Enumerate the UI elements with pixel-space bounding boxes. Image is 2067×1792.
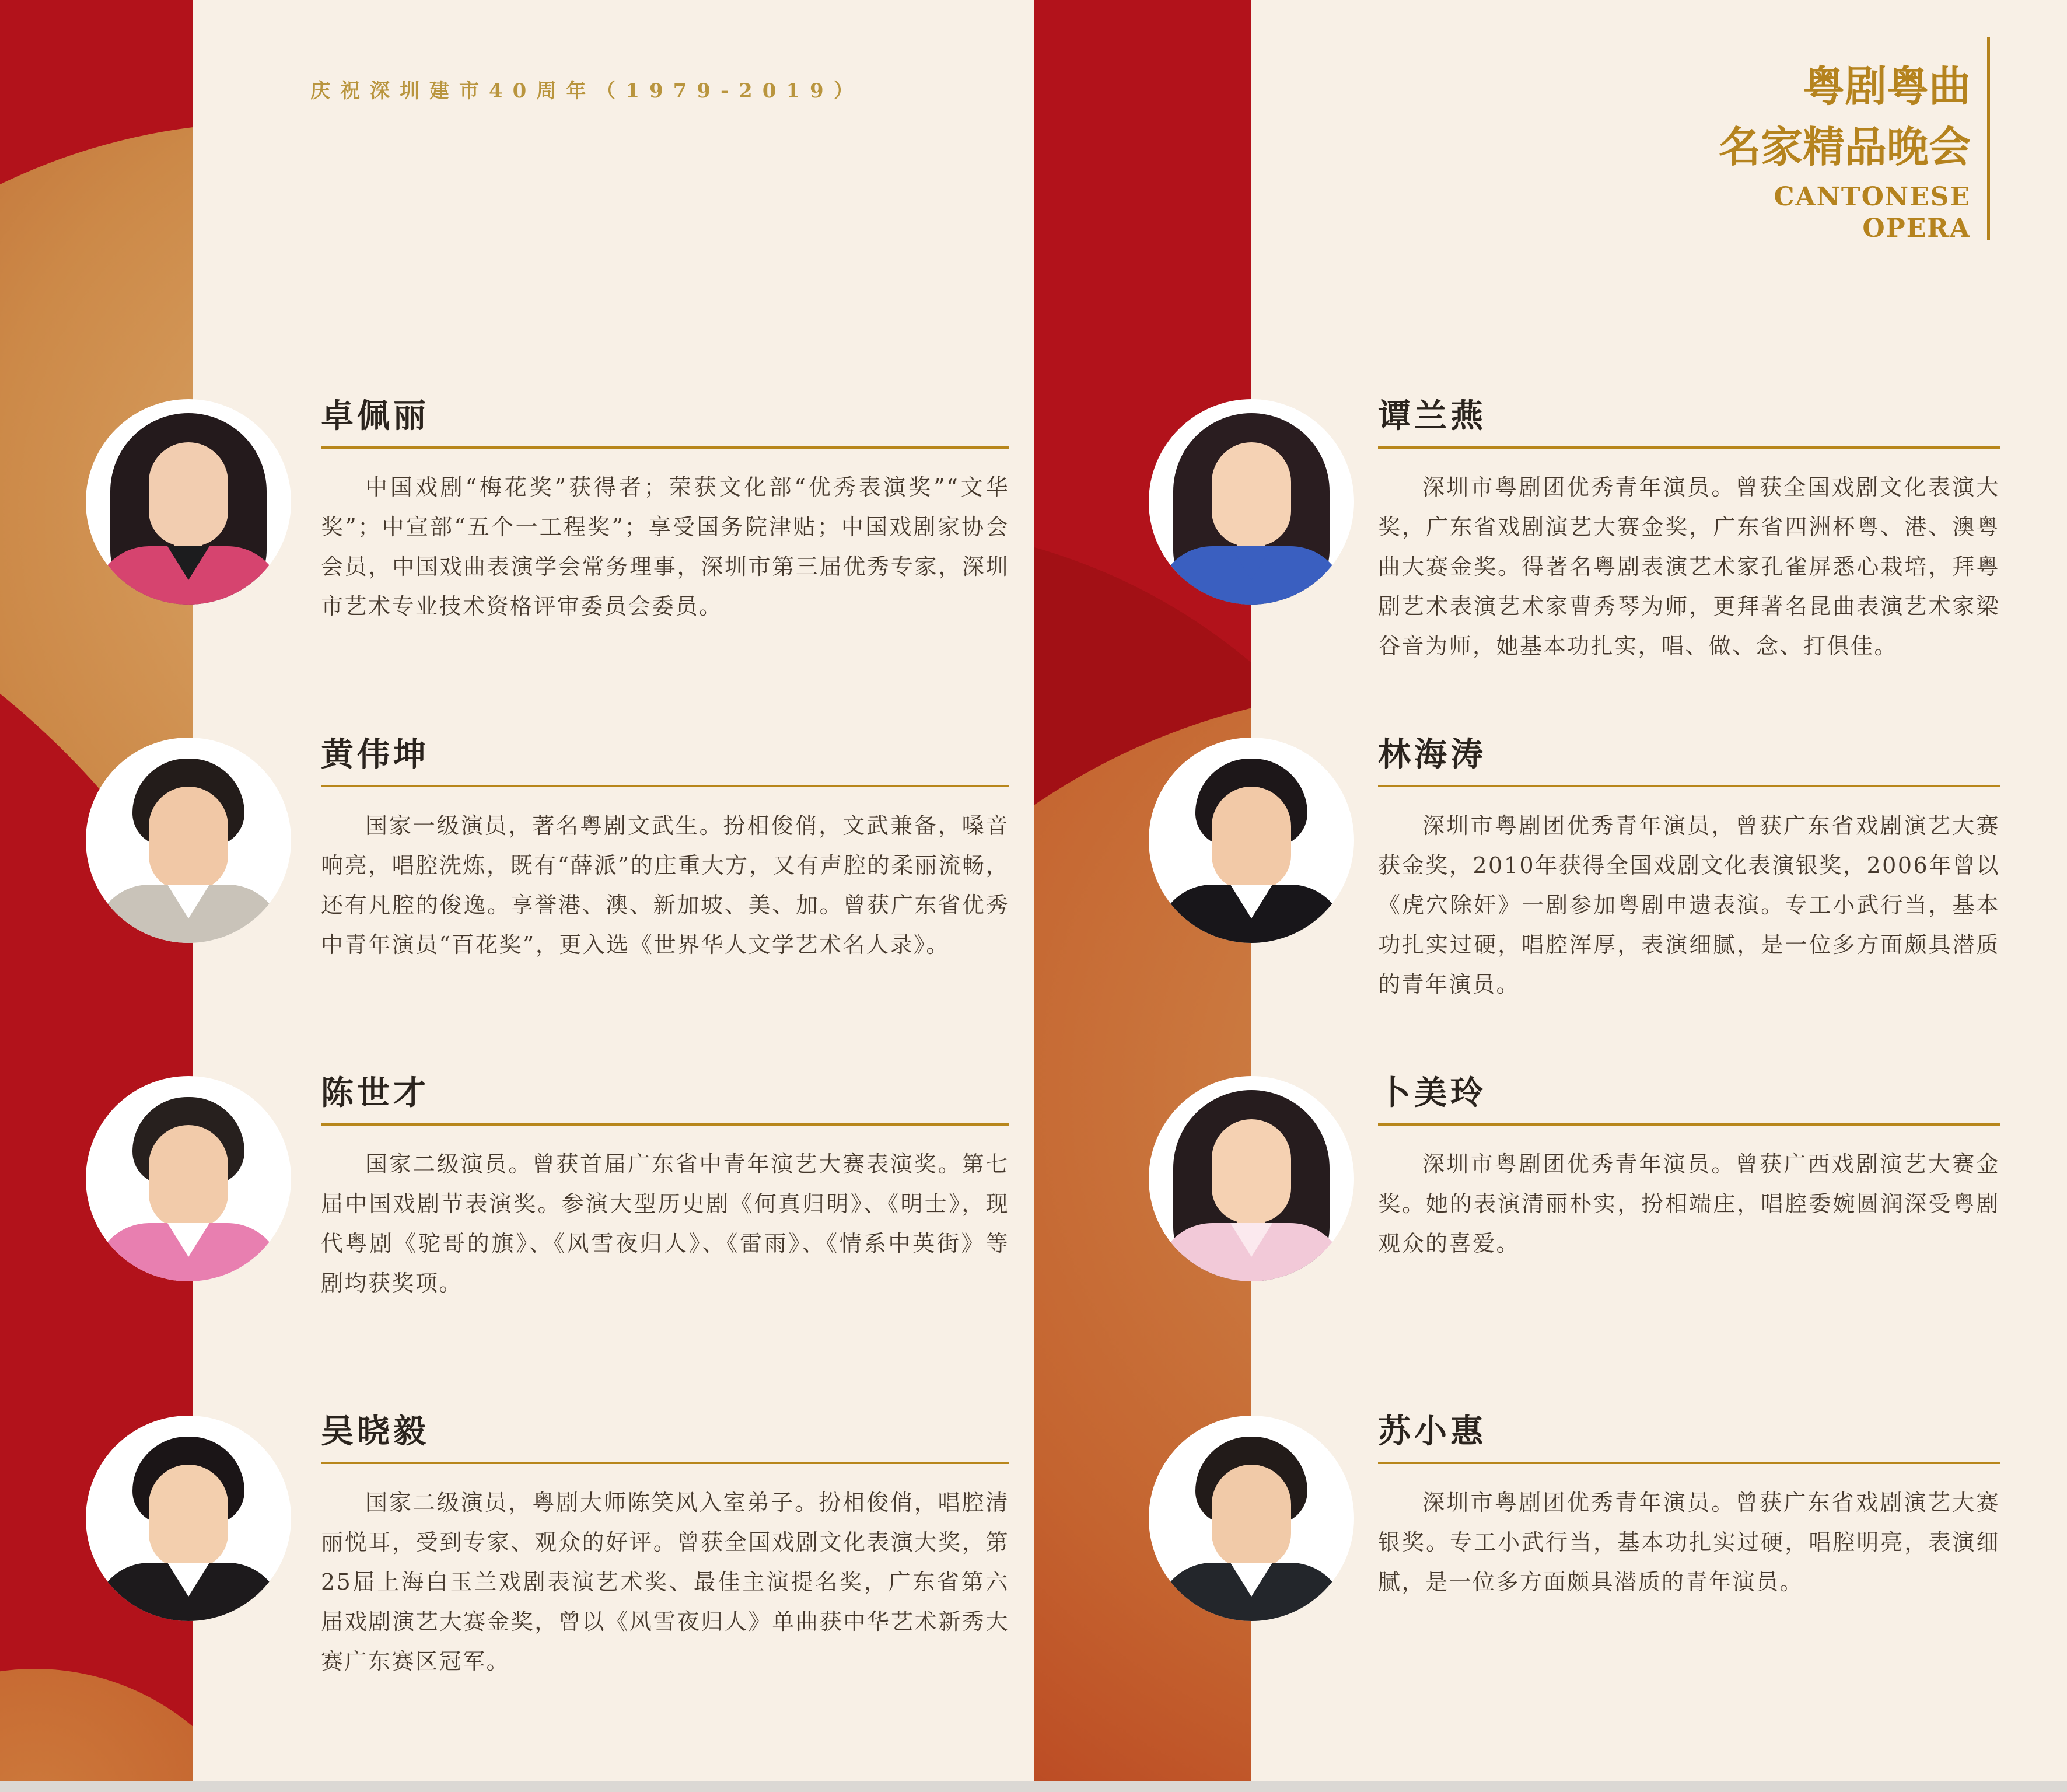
performer-name: 谭兰燕 xyxy=(1378,397,1487,435)
performer-photo-wuxiaoyi xyxy=(86,1416,291,1621)
performer-bio: 深圳市粤剧团优秀青年演员。曾获广西戏剧演艺大赛金奖。她的表演清丽朴实，扮相端庄，唱腔委婉圆润深受粤剧观众的喜爱。 xyxy=(1378,1151,2000,1256)
avatar-body xyxy=(1157,1563,1346,1621)
performer-photo-huangweikun xyxy=(86,738,291,943)
performer-name: 黄伟坤 xyxy=(321,735,429,774)
performer-name: 卓佩丽 xyxy=(321,397,429,435)
performer-bio: 中国戏剧“梅花奖”获得者；荣获文化部“优秀表演奖”“文华奖”；中宣部“五个一工程奖”；享受国务院津贴；中国戏剧家协会会员，中国戏曲表演学会常务理事，深圳市第三届优秀专家，深圳市艺术专业技术资格评审委员会委员。 xyxy=(321,474,1009,619)
gold-divider xyxy=(1378,1123,2000,1126)
performer-name: 陈世才 xyxy=(321,1074,429,1112)
performer-card xyxy=(1378,1074,2000,1256)
performer-card xyxy=(1378,735,2000,997)
gold-divider xyxy=(1378,785,2000,787)
performer-card xyxy=(321,735,1009,958)
performer-photo-zhuopeili xyxy=(86,399,291,605)
event-title-cn-line1: 粤剧粤曲 xyxy=(1802,61,1971,111)
performer-name: 吴晓毅 xyxy=(321,1412,429,1451)
performer-name: 林海涛 xyxy=(1378,735,1487,774)
avatar-body xyxy=(94,546,283,605)
gold-divider xyxy=(1378,446,2000,449)
performer-bio: 深圳市粤剧团优秀青年演员。曾获全国戏剧文化表演大奖，广东省戏剧演艺大赛金奖，广东省四洲杯粤、港、澳粤曲大赛金奖。得著名粤剧表演艺术家孔雀屏悉心栽培，拜粤剧艺术表演艺术家曹秀琴为师，更拜著名昆曲表演艺术家梁谷音为师，她基本功扎实，唱、做、念、打俱佳。 xyxy=(1378,474,2000,659)
performer-card xyxy=(321,1074,1009,1296)
avatar-body xyxy=(1157,885,1346,943)
gold-divider xyxy=(321,785,1009,787)
avatar-body xyxy=(1157,546,1346,605)
bottom-edge-strip xyxy=(0,1781,2067,1792)
anniversary-header: 庆祝深圳建市40周年（1979-2019） xyxy=(310,79,863,103)
gold-divider xyxy=(321,446,1009,449)
performer-photo-tanlanyan xyxy=(1149,399,1354,605)
performer-bio: 国家二级演员，粤剧大师陈笑风入室弟子。扮相俊俏，唱腔清丽悦耳，受到专家、观众的好评。曾获全国戏剧文化表演大奖，第25届上海白玉兰戏剧表演艺术奖、最佳主演提名奖，广东省第六届戏剧演艺大赛金奖，曾以《风雪夜归人》单曲获中华艺术新秀大赛广东赛区冠军。 xyxy=(321,1490,1009,1674)
performer-card xyxy=(1378,1412,2000,1595)
performer-bio: 深圳市粤剧团优秀青年演员，曾获广东省戏剧演艺大赛获金奖，2010年获得全国戏剧文化表演银奖，2006年曾以《虎穴除奸》一剧参加粤剧申遗表演。专工小武行当，基本功扎实过硬，唱腔浑厚，表演细腻，是一位多方面颇具潜质的青年演员。 xyxy=(1378,813,2000,997)
performer-card xyxy=(321,397,1009,619)
gold-divider xyxy=(321,1123,1009,1126)
performer-bio: 国家一级演员，著名粤剧文武生。扮相俊俏，文武兼备，嗓音响亮，唱腔洗炼，既有“薛派”的庄重大方，又有声腔的柔丽流畅，还有凡腔的俊逸。享誉港、澳、新加坡、美、加。曾获广东省优秀中青年演员“百花奖”，更入选《世界华人文学艺术名人录》。 xyxy=(321,813,1009,958)
performer-bio: 深圳市粤剧团优秀青年演员。曾获广东省戏剧演艺大赛银奖。专工小武行当，基本功扎实过硬，唱腔明亮，表演细腻，是一位多方面颇具潜质的青年演员。 xyxy=(1378,1490,2000,1595)
gold-divider xyxy=(1378,1462,2000,1464)
avatar-body xyxy=(1157,1223,1346,1281)
event-title-cn-line2: 名家精品晚会 xyxy=(1718,122,1971,172)
title-vertical-rule xyxy=(1987,37,1990,240)
performer-photo-chenshicai xyxy=(86,1076,291,1281)
performer-name: 卜美玲 xyxy=(1378,1074,1487,1112)
performer-bio: 国家二级演员。曾获首届广东省中青年演艺大赛表演奖。第七届中国戏剧节表演奖。参演大型历史剧《何真归明》、《明士》，现代粤剧《驼哥的旗》、《风雪夜归人》、《雷雨》、《情系中英街》等剧均获奖项。 xyxy=(321,1151,1009,1296)
performer-photo-bumeiling xyxy=(1149,1076,1354,1281)
avatar-body xyxy=(94,1563,283,1621)
event-title-en-line2: OPERA xyxy=(1862,214,1971,243)
performer-name: 苏小惠 xyxy=(1378,1412,1487,1451)
avatar-body xyxy=(94,885,283,943)
avatar-body xyxy=(94,1223,283,1281)
performer-card xyxy=(1378,397,2000,659)
event-title-en-line1: CANTONESE xyxy=(1774,182,1971,212)
performer-photo-linhaitao xyxy=(1149,738,1354,943)
performer-card xyxy=(321,1412,1009,1674)
gold-divider xyxy=(321,1462,1009,1464)
performer-photo-suxiaohui xyxy=(1149,1416,1354,1621)
